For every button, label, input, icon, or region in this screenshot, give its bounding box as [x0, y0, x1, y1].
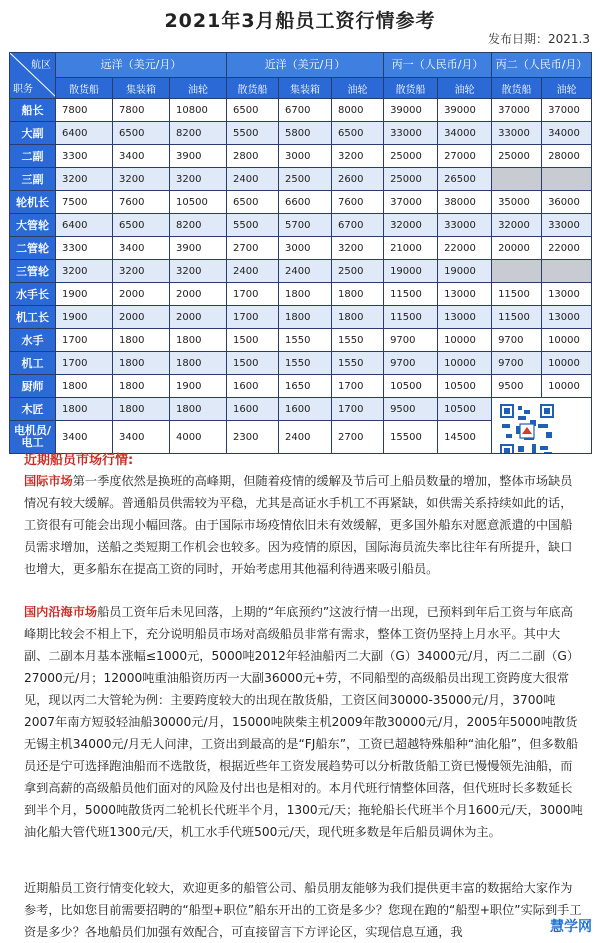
- role-cell: 木匠: [10, 398, 56, 421]
- domestic-market-text: 船员工资年后未见回落，上期的“年底预约”这波行情一出现，已预料到年后工资与年底高峰期比较会不相上下，充分说明船员市场对高级船员非常有需求，整体工资仍坚持上月水平。其中大副、二副本月基本涨幅≤1000元，5000吨2012年轻油船丙二大副（G）34000元/月，丙二二副（G）27000元/月；12000吨重油船资历丙一大副36000元+劳，不同船型的高级船员出现工资跨度大很常见，现以丙二大管轮为例：主要跨度较大的出现在散货船，工资区间30000-35000元/月，3700吨2007年南方短驳轻油船30000元/月，15000吨陕柴主机2009年散30000元/月，2005年5000吨散货无锡主机34000元/月无人问津，工资出到最高的是“FJ船东”，工资已超越特殊船种“油化船”，但多数船员还是宁可选择跑油船而不选散货，根据近些年工资发展趋势可以分析散货船工资已慢慢领先油船，而拿到高薪的高级船员他们面对的风险及付出也是相对的。本月代班行情整体回落，但代班时长多数延长到半个月，5000吨散货丙二轮机长代班半个月，1300元/天；拖轮船长代班半个月1600元/天，3000吨油化船大管代班1300元/天，机工水手代班500元/天，现代班多数是年后船员调休为主。: [24, 605, 583, 839]
- wage-cell: 6500: [113, 122, 170, 145]
- wage-cell: 1800: [113, 352, 170, 375]
- corner-role-label: 职务: [13, 84, 33, 95]
- role-cell: 水手长: [10, 283, 56, 306]
- page-title: 2021年3月船员工资行情参考: [164, 10, 436, 32]
- table-corner: [10, 53, 56, 99]
- closing-paragraph: 近期船员工资行情变化较大，欢迎更多的船管公司、船员朋友能够为我们提供更丰富的数据给大家作为参考，比如您目前需要招聘的“船型+职位”船东开出的工资是多少？您现在跑的“船型+职位”实际到手工资是多少？各地船员们加强有效配合，可直接留言下方评论区，实现信息互通，我: [24, 881, 582, 939]
- table-row: [10, 260, 592, 283]
- wage-cell: 22000: [438, 237, 492, 260]
- group-header-bing1: 丙一（人民币/月）: [384, 53, 492, 78]
- wage-cell: 1800: [113, 375, 170, 398]
- wage-cell: 39000: [384, 99, 438, 122]
- wage-cell: 6500: [113, 214, 170, 237]
- wage-cell: 6500: [227, 99, 279, 122]
- wage-cell: 10000: [542, 352, 592, 375]
- wage-cell: 20000: [492, 237, 542, 260]
- wage-cell: 33000: [542, 214, 592, 237]
- wage-cell: 34000: [542, 122, 592, 145]
- role-cell: 大副: [10, 122, 56, 145]
- wage-cell: 14500: [438, 421, 492, 454]
- wage-cell: 3200: [332, 145, 384, 168]
- subheader-cell: 油轮: [332, 78, 384, 99]
- wage-cell: 2000: [170, 283, 227, 306]
- table-row: [10, 122, 592, 145]
- wage-cell: 1550: [279, 352, 332, 375]
- wage-cell: 10000: [438, 352, 492, 375]
- wage-cell: 9700: [492, 329, 542, 352]
- wage-cell: 1800: [170, 398, 227, 421]
- wage-cell: 39000: [438, 99, 492, 122]
- wage-cell: 10500: [438, 375, 492, 398]
- subheader-cell: 油轮: [170, 78, 227, 99]
- wage-cell: 2800: [227, 145, 279, 168]
- wage-cell: 5500: [227, 214, 279, 237]
- wage-cell: 9700: [384, 329, 438, 352]
- wage-cell: 3300: [56, 145, 113, 168]
- wage-cell: 10800: [170, 99, 227, 122]
- wage-cell: 1800: [170, 352, 227, 375]
- wage-cell: 13000: [542, 306, 592, 329]
- wage-cell: 1600: [279, 398, 332, 421]
- wage-cell: 3400: [113, 237, 170, 260]
- wage-cell: 1700: [56, 352, 113, 375]
- wage-cell: 10500: [438, 398, 492, 421]
- wage-cell: 7600: [332, 191, 384, 214]
- group-header-bing2: 丙二（人民币/月）: [492, 53, 592, 78]
- wage-cell: 3900: [170, 237, 227, 260]
- wage-cell: 3200: [56, 260, 113, 283]
- wage-cell: 3300: [56, 237, 113, 260]
- wage-cell: 2400: [227, 168, 279, 191]
- subheader-cell: 散货船: [56, 78, 113, 99]
- wage-cell: 6400: [56, 122, 113, 145]
- wage-cell: 9500: [492, 375, 542, 398]
- wage-cell: 27000: [438, 145, 492, 168]
- corner-region-label: 航区: [31, 60, 51, 71]
- market-section-title: 近期船员市场行情:: [24, 453, 134, 468]
- wage-cell: 15500: [384, 421, 438, 454]
- wage-cell: 7800: [113, 99, 170, 122]
- empty-cell: [542, 168, 592, 191]
- wage-cell: 1500: [227, 329, 279, 352]
- table-row: [10, 375, 592, 398]
- role-cell: 轮机长: [10, 191, 56, 214]
- wage-cell: 25000: [384, 145, 438, 168]
- role-cell: 大管轮: [10, 214, 56, 237]
- wage-cell: 1550: [332, 329, 384, 352]
- wage-cell: 1700: [56, 329, 113, 352]
- wage-cell: 28000: [542, 145, 592, 168]
- wage-cell: 1900: [170, 375, 227, 398]
- intl-market-label: 国际市场: [24, 474, 73, 488]
- empty-cell: [492, 168, 542, 191]
- wage-cell: 6700: [279, 99, 332, 122]
- wage-cell: 1700: [332, 398, 384, 421]
- wage-cell: 2500: [332, 260, 384, 283]
- table-row: [10, 191, 592, 214]
- wage-cell: 1800: [279, 283, 332, 306]
- wage-cell: 10000: [438, 329, 492, 352]
- wage-cell: 1600: [227, 375, 279, 398]
- wage-cell: 3900: [170, 145, 227, 168]
- wage-cell: 35000: [492, 191, 542, 214]
- role-cell: 机工长: [10, 306, 56, 329]
- wage-cell: 2300: [227, 421, 279, 454]
- intl-market-text: 第一季度依然是换班的高峰期，但随着疫情的缓解及节后可上船员数量的增加，整体市场缺员情况有较大缓解。普通船员供需较为平稳，尤其是高证水手机工不再紧缺，如供需关系持续如此的话，工资很有可能会出现小幅回落。由于国际市场疫情依旧未有效缓解，更多国外船东对愿意派遣的中国船员需求增加，送船之类短期工作机会也较多。因为疫情的原因，国际海员流失率比往年有所提升，缺口也增大，更多船东在提高工资的同时，开始考虑用其他福利待遇来吸引船员。: [24, 474, 573, 576]
- wage-cell: 1700: [332, 375, 384, 398]
- publish-date: 发布日期：2021.3: [488, 32, 590, 46]
- wage-cell: 13000: [438, 306, 492, 329]
- wage-cell: 3200: [113, 168, 170, 191]
- wage-cell: 10500: [170, 191, 227, 214]
- wage-cell: 2400: [279, 421, 332, 454]
- wage-cell: 1800: [56, 375, 113, 398]
- wage-cell: 1800: [332, 306, 384, 329]
- wage-cell: 5500: [227, 122, 279, 145]
- empty-cell: [492, 260, 542, 283]
- subheader-cell: 油轮: [438, 78, 492, 99]
- wage-cell: 36000: [542, 191, 592, 214]
- wage-cell: 11500: [492, 283, 542, 306]
- wage-cell: 1600: [227, 398, 279, 421]
- wage-cell: 11500: [384, 306, 438, 329]
- wage-cell: 37000: [492, 99, 542, 122]
- wage-cell: 21000: [384, 237, 438, 260]
- subheader-cell: 散货船: [384, 78, 438, 99]
- subheader-cell: 集装箱: [279, 78, 332, 99]
- wage-cell: 1800: [170, 329, 227, 352]
- domestic-market-label: 国内沿海市场: [24, 605, 98, 619]
- wage-cell: 5800: [279, 122, 332, 145]
- role-cell: 船长: [10, 99, 56, 122]
- wage-cell: 7600: [113, 191, 170, 214]
- role-cell: 三副: [10, 168, 56, 191]
- wage-table: [9, 52, 592, 454]
- role-cell: 厨师: [10, 375, 56, 398]
- wage-cell: 13000: [542, 283, 592, 306]
- wage-cell: 34000: [438, 122, 492, 145]
- wage-cell: 1900: [56, 306, 113, 329]
- wage-cell: 25000: [492, 145, 542, 168]
- wage-cell: 1650: [279, 375, 332, 398]
- wage-cell: 9700: [492, 352, 542, 375]
- wage-cell: 6600: [279, 191, 332, 214]
- wage-cell: 1700: [227, 283, 279, 306]
- table-row: [10, 283, 592, 306]
- wage-cell: 1900: [56, 283, 113, 306]
- wage-cell: 2000: [113, 306, 170, 329]
- group-header-ocean: 远洋（美元/月）: [56, 53, 227, 78]
- empty-cell: [542, 260, 592, 283]
- wage-cell: 3000: [279, 237, 332, 260]
- wage-cell: 1500: [227, 352, 279, 375]
- wage-cell: 19000: [438, 260, 492, 283]
- wage-cell: 33000: [492, 122, 542, 145]
- wage-cell: 2000: [170, 306, 227, 329]
- wage-cell: 26500: [438, 168, 492, 191]
- subheader-cell: 散货船: [227, 78, 279, 99]
- table-row: [10, 306, 592, 329]
- subheader-cell: 集装箱: [113, 78, 170, 99]
- role-cell: 水手: [10, 329, 56, 352]
- table-row: [10, 329, 592, 352]
- wage-cell: 3200: [170, 168, 227, 191]
- wage-cell: 9700: [384, 352, 438, 375]
- site-watermark: 慧学网: [550, 919, 592, 935]
- wage-cell: 2700: [227, 237, 279, 260]
- wage-cell: 11500: [492, 306, 542, 329]
- wage-cell: 1800: [279, 306, 332, 329]
- qr-code-icon: [498, 402, 556, 454]
- wage-cell: 8200: [170, 214, 227, 237]
- wage-cell: 3400: [56, 421, 113, 454]
- wage-cell: 2400: [279, 260, 332, 283]
- wage-cell: 1700: [227, 306, 279, 329]
- table-row: [10, 237, 592, 260]
- wage-cell: 38000: [438, 191, 492, 214]
- wage-cell: 1800: [56, 398, 113, 421]
- wage-cell: 1800: [332, 283, 384, 306]
- table-row: [10, 168, 592, 191]
- wage-cell: 11500: [384, 283, 438, 306]
- wage-cell: 3200: [332, 237, 384, 260]
- wage-cell: 37000: [542, 99, 592, 122]
- wage-cell: 6500: [227, 191, 279, 214]
- subheader-cell: 散货船: [492, 78, 542, 99]
- wage-cell: 25000: [384, 168, 438, 191]
- wage-cell: 3200: [56, 168, 113, 191]
- wage-cell: 3200: [170, 260, 227, 283]
- wage-cell: 6500: [332, 122, 384, 145]
- wage-cell: 6700: [332, 214, 384, 237]
- wage-cell: 10500: [384, 375, 438, 398]
- wage-cell: 22000: [542, 237, 592, 260]
- wage-cell: 7800: [56, 99, 113, 122]
- qr-code-cell: [492, 398, 592, 454]
- wage-cell: 32000: [492, 214, 542, 237]
- wage-cell: 2600: [332, 168, 384, 191]
- role-cell: 三管轮: [10, 260, 56, 283]
- wage-cell: 1800: [113, 398, 170, 421]
- wage-cell: 10000: [542, 329, 592, 352]
- role-cell: 机工: [10, 352, 56, 375]
- wage-cell: 7500: [56, 191, 113, 214]
- wage-cell: 2400: [227, 260, 279, 283]
- wage-cell: 8200: [170, 122, 227, 145]
- wage-cell: 6400: [56, 214, 113, 237]
- role-cell: 二副: [10, 145, 56, 168]
- table-row: [10, 99, 592, 122]
- wage-cell: 5700: [279, 214, 332, 237]
- wage-cell: 3400: [113, 421, 170, 454]
- wage-cell: 2000: [113, 283, 170, 306]
- wage-cell: 1800: [113, 329, 170, 352]
- wage-cell: 8000: [332, 99, 384, 122]
- table-row: [10, 398, 592, 421]
- wage-cell: 2700: [332, 421, 384, 454]
- domestic-market-paragraph: [24, 601, 584, 843]
- wage-cell: 10000: [542, 375, 592, 398]
- role-cell: 电机员/电工: [10, 421, 56, 454]
- table-row: [10, 145, 592, 168]
- subheader-cell: 油轮: [542, 78, 592, 99]
- wage-cell: 33000: [384, 122, 438, 145]
- wage-cell: 1550: [332, 352, 384, 375]
- wage-cell: 32000: [384, 214, 438, 237]
- group-header-near-sea: 近洋（美元/月）: [227, 53, 384, 78]
- wage-cell: 3200: [113, 260, 170, 283]
- table-row: [10, 352, 592, 375]
- wage-cell: 4000: [170, 421, 227, 454]
- wage-cell: 33000: [438, 214, 492, 237]
- wage-cell: 1550: [279, 329, 332, 352]
- wage-cell: 3400: [113, 145, 170, 168]
- wage-cell: 9500: [384, 398, 438, 421]
- wage-cell: 2500: [279, 168, 332, 191]
- wage-cell: 13000: [438, 283, 492, 306]
- table-row: [10, 214, 592, 237]
- intl-market-paragraph: [24, 470, 584, 580]
- wage-cell: 3000: [279, 145, 332, 168]
- wage-cell: 19000: [384, 260, 438, 283]
- role-cell: 二管轮: [10, 237, 56, 260]
- wage-cell: 37000: [384, 191, 438, 214]
